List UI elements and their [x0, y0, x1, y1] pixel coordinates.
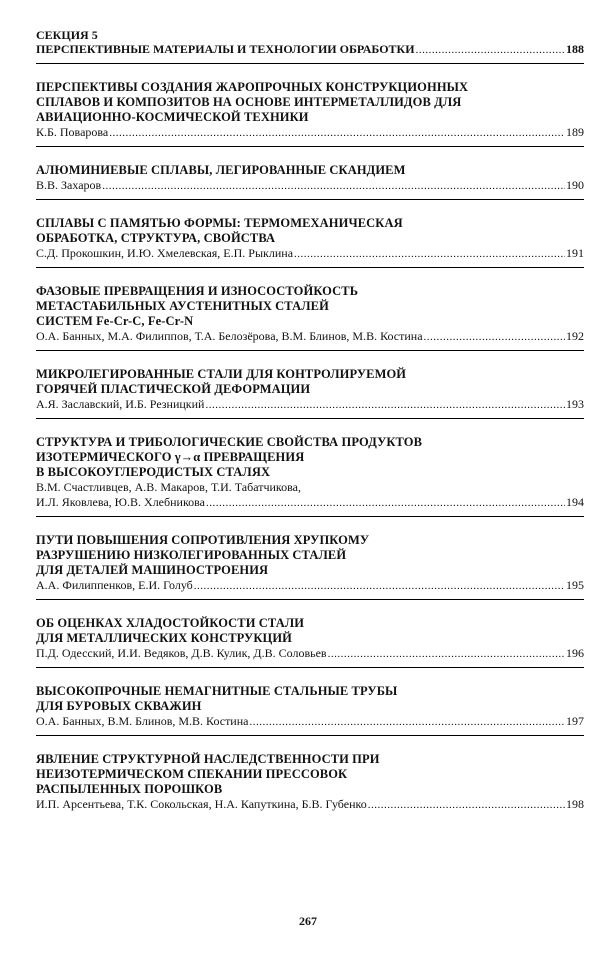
entry-title-line: ВЫСОКОПРОЧНЫЕ НЕМАГНИТНЫЕ СТАЛЬНЫЕ ТРУБЫ: [36, 684, 398, 698]
leader-dots: [328, 647, 565, 662]
entry-page: 194: [566, 495, 584, 509]
toc-entry: [36, 616, 584, 668]
entry-title-line: СПЛАВЫ С ПАМЯТЬЮ ФОРМЫ: ТЕРМОМЕХАНИЧЕСКАЯ: [36, 216, 403, 230]
entry-title-line: РАЗРУШЕНИЮ НИЗКОЛЕГИРОВАННЫХ СТАЛЕЙ: [36, 548, 347, 562]
entry-authors-row: [36, 246, 584, 262]
entry-page: 193: [566, 397, 584, 411]
entry-list: [36, 80, 584, 813]
page-number: 267: [299, 914, 317, 928]
toc-entry: [36, 752, 584, 813]
entry-authors-row: [36, 495, 584, 511]
toc-entry: [36, 80, 584, 147]
leader-dots: [102, 179, 565, 194]
leader-dots: [294, 247, 565, 262]
divider: [36, 146, 584, 147]
divider: [36, 667, 584, 668]
leader-dots: [416, 43, 565, 58]
entry-title-line: АЛЮМИНИЕВЫЕ СПЛАВЫ, ЛЕГИРОВАННЫЕ СКАНДИЕМ: [36, 163, 406, 177]
entry-title-line: РАСПЫЛЕННЫХ ПОРОШКОВ: [36, 782, 223, 796]
entry-title-line: НЕИЗОТЕРМИЧЕСКОМ СПЕКАНИИ ПРЕССОВОК: [36, 767, 348, 781]
entry-authors: В.В. Захаров: [36, 178, 102, 192]
entry-authors-row: [36, 797, 584, 813]
entry-authors: О.А. Банных, В.М. Блинов, М.В. Костина: [36, 714, 249, 728]
toc-entry: [36, 684, 584, 736]
divider: [36, 63, 584, 64]
entry-title-line: СТРУКТУРА И ТРИБОЛОГИЧЕСКИЕ СВОЙСТВА ПРОДУКТОВ: [36, 435, 423, 449]
entry-title-line: ДЛЯ МЕТАЛЛИЧЕСКИХ КОНСТРУКЦИЙ: [36, 631, 292, 645]
leader-dots: [368, 798, 565, 813]
entry-title-line: ПУТИ ПОВЫШЕНИЯ СОПРОТИВЛЕНИЯ ХРУПКОМУ: [36, 533, 370, 547]
entry-authors: К.Б. Поварова: [36, 125, 109, 139]
toc-entry: [36, 435, 584, 517]
toc-entry: [36, 367, 584, 419]
leader-dots: [205, 398, 565, 413]
entry-title-line: МЕТАСТАБИЛЬНЫХ АУСТЕНИТНЫХ СТАЛЕЙ: [36, 299, 329, 313]
divider: [36, 516, 584, 517]
divider: [36, 599, 584, 600]
entry-page: 192: [566, 329, 584, 343]
entry-title-line: АВИАЦИОННО-КОСМИЧЕСКОЙ ТЕХНИКИ: [36, 110, 309, 124]
section-title: ПЕРСПЕКТИВНЫЕ МАТЕРИАЛЫ И ТЕХНОЛОГИИ ОБРАБОТКИ: [36, 42, 415, 56]
entry-title-line: ОБ ОЦЕНКАХ ХЛАДОСТОЙКОСТИ СТАЛИ: [36, 616, 305, 630]
entry-title-line: ПЕРСПЕКТИВЫ СОЗДАНИЯ ЖАРОПРОЧНЫХ КОНСТРУКЦИОННЫХ: [36, 80, 469, 94]
divider: [36, 350, 584, 351]
entry-authors-line: В.М. Счастливцев, А.В. Макаров, Т.И. Табатчикова,: [36, 480, 301, 494]
entry-authors: И.Л. Яковлева, Ю.В. Хлебникова: [36, 495, 206, 509]
leader-dots: [194, 579, 565, 594]
section-label: СЕКЦИЯ 5: [36, 28, 98, 42]
entry-page: 197: [566, 714, 584, 728]
entry-authors-row: [36, 646, 584, 662]
leader-dots: [206, 496, 565, 511]
entry-title-line: СПЛАВОВ И КОМПОЗИТОВ НА ОСНОВЕ ИНТЕРМЕТАЛЛИДОВ ДЛЯ: [36, 95, 462, 109]
entry-authors-row: [36, 178, 584, 194]
entry-authors: С.Д. Прокошкин, И.Ю. Хмелевская, Е.П. Рыклина: [36, 246, 294, 260]
entry-page: 195: [566, 578, 584, 592]
toc-entry: [36, 533, 584, 600]
table-of-contents: [36, 28, 584, 813]
entry-page: 191: [566, 246, 584, 260]
entry-title-line: СИСТЕМ Fe-Cr-C, Fe-Cr-N: [36, 314, 194, 328]
entry-authors-row: [36, 397, 584, 413]
toc-entry: [36, 163, 584, 200]
entry-authors-row: [36, 714, 584, 730]
toc-entry: [36, 216, 584, 268]
entry-title-line: ОБРАБОТКА, СТРУКТУРА, СВОЙСТВА: [36, 231, 276, 245]
entry-page: 198: [566, 797, 584, 811]
entry-title-line: В ВЫСОКОУГЛЕРОДИСТЫХ СТАЛЯХ: [36, 465, 271, 479]
entry-authors: О.А. Банных, М.А. Филиппов, Т.А. Белозёрова, В.М. Блинов, М.В. Костина: [36, 329, 423, 343]
entry-authors: П.Д. Одесский, И.И. Ведяков, Д.В. Кулик, Д.В. Соловьев: [36, 646, 327, 660]
entry-title-line: ЯВЛЕНИЕ СТРУКТУРНОЙ НАСЛЕДСТВЕННОСТИ ПРИ: [36, 752, 380, 766]
leader-dots: [109, 126, 565, 141]
entry-title-line: ГОРЯЧЕЙ ПЛАСТИЧЕСКОЙ ДЕФОРМАЦИИ: [36, 382, 311, 396]
section-page: 188: [566, 42, 584, 56]
entry-authors: А.А. Филиппенков, Е.И. Голуб: [36, 578, 193, 592]
divider: [36, 735, 584, 736]
entry-title-line: ИЗОТЕРМИЧЕСКОГО γ→α ПРЕВРАЩЕНИЯ: [36, 450, 305, 464]
leader-dots: [249, 715, 565, 730]
entry-page: 190: [566, 178, 584, 192]
section-title-line: [36, 42, 584, 58]
divider: [36, 199, 584, 200]
entry-authors-row: [36, 578, 584, 594]
entry-title-line: ДЛЯ ДЕТАЛЕЙ МАШИНОСТРОЕНИЯ: [36, 563, 269, 577]
leader-dots: [424, 330, 565, 345]
entry-authors: А.Я. Заславский, И.Б. Резницкий: [36, 397, 205, 411]
entry-authors-row: [36, 329, 584, 345]
entry-page: 189: [566, 125, 584, 139]
section-header: [36, 28, 584, 58]
divider: [36, 418, 584, 419]
entry-title-line: ДЛЯ БУРОВЫХ СКВАЖИН: [36, 699, 202, 713]
entry-page: 196: [566, 646, 584, 660]
entry-authors-row: [36, 125, 584, 141]
toc-entry: [36, 284, 584, 351]
divider: [36, 267, 584, 268]
entry-title-line: МИКРОЛЕГИРОВАННЫЕ СТАЛИ ДЛЯ КОНТРОЛИРУЕМОЙ: [36, 367, 407, 381]
entry-authors: И.П. Арсентьева, Т.К. Сокольская, Н.А. Капуткина, Б.В. Губенко: [36, 797, 367, 811]
entry-title-line: ФАЗОВЫЕ ПРЕВРАЩЕНИЯ И ИЗНОСОСТОЙКОСТЬ: [36, 284, 359, 298]
